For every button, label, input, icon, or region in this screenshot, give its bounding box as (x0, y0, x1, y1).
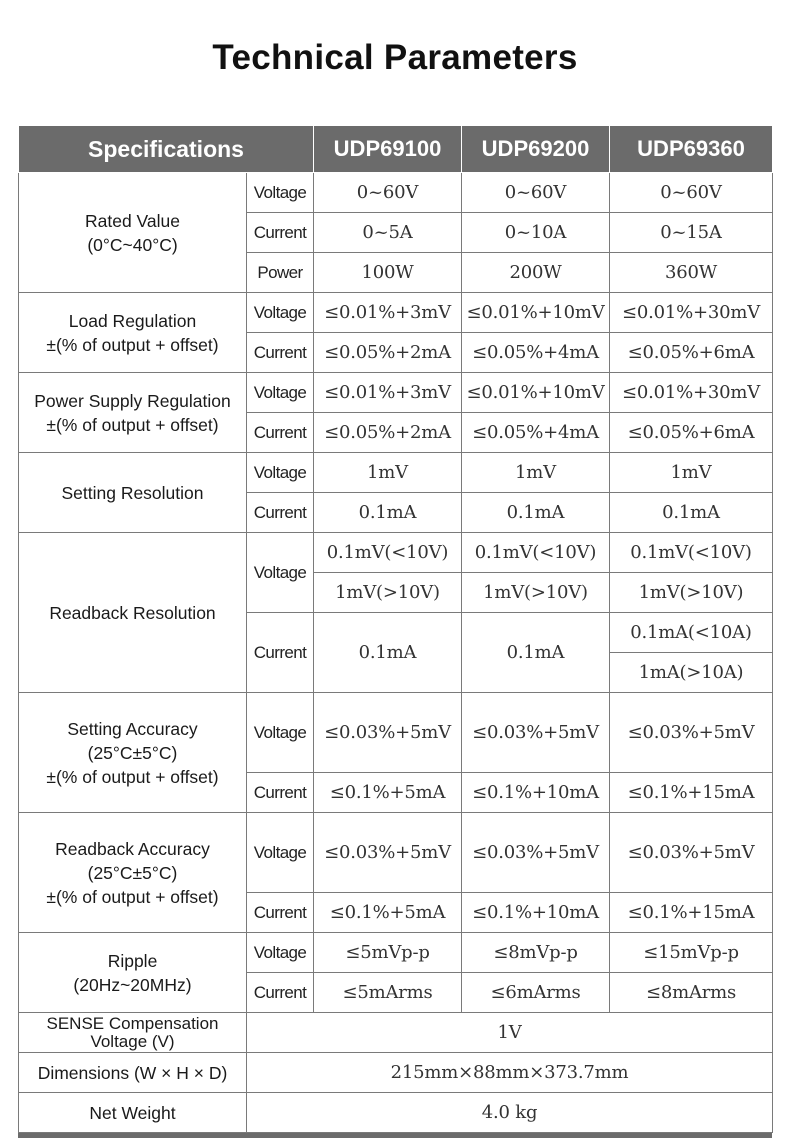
param-label: (25°C±5°C) (87, 742, 178, 763)
value-cell: 0.1mA (462, 613, 610, 693)
value-cell: 0~60V (314, 173, 462, 213)
table-row (19, 453, 773, 493)
header-specifications: Specifications (19, 126, 314, 173)
param-readback-accuracy (19, 813, 247, 933)
sub-label-current: Current (247, 333, 314, 373)
sub-label-current: Current (247, 213, 314, 253)
value-cell: ≤0.05%+4mA (462, 333, 610, 373)
param-label: Ripple (107, 950, 158, 971)
value-cell: 1mV(>10V) (314, 573, 462, 613)
value-cell: 4.0 kg (247, 1093, 773, 1133)
sub-label-voltage: Voltage (247, 373, 314, 413)
value-cell: ≤8mArms (610, 973, 773, 1013)
param-ripple (19, 933, 247, 1013)
param-label: Readback Accuracy (55, 838, 210, 859)
sub-label-current: Current (247, 413, 314, 453)
value-cell: ≤8mVp-p (462, 933, 610, 973)
value-cell: 0.1mA (314, 613, 462, 693)
sub-label-voltage: Voltage (247, 693, 314, 773)
param-label: Setting Resolution (61, 482, 204, 503)
sub-label-voltage: Voltage (247, 533, 314, 613)
param-power-supply-regulation (19, 373, 247, 453)
value-cell: 0.1mA (610, 493, 773, 533)
value-cell: ≤0.1%+5mA (314, 773, 462, 813)
table-row (19, 693, 773, 773)
value-cell: ≤0.05%+2mA (314, 413, 462, 453)
sub-label-voltage: Voltage (247, 453, 314, 493)
header-model-2: UDP69200 (462, 126, 610, 173)
value-cell: 0.1mV(<10V) (314, 533, 462, 573)
param-net-weight: Net Weight (19, 1093, 247, 1133)
param-label: ±(% of output + offset) (46, 886, 219, 907)
value-cell: 0.1mA (314, 493, 462, 533)
param-label: (20Hz~20MHz) (73, 974, 192, 995)
value-cell: 1mV(>10V) (462, 573, 610, 613)
value-cell: ≤0.01%+30mV (610, 373, 773, 413)
sub-label-voltage: Voltage (247, 813, 314, 893)
param-label: Power Supply Regulation (34, 390, 231, 411)
param-label: Voltage (V) (90, 1031, 175, 1051)
sub-label-current: Current (247, 613, 314, 693)
param-label: (25°C±5°C) (87, 862, 178, 883)
sub-label-voltage: Voltage (247, 293, 314, 333)
param-label: Load Regulation (68, 310, 197, 331)
value-cell: ≤0.03%+5mV (610, 813, 773, 893)
param-label: SENSE Compensation (46, 1013, 219, 1033)
value-cell: 0~60V (462, 173, 610, 213)
table-row (19, 1093, 773, 1133)
table-row (19, 173, 773, 213)
table-row (19, 1013, 773, 1053)
value-cell: 0.1mA(<10A) (610, 613, 773, 653)
sub-label-current: Current (247, 893, 314, 933)
sub-label-current: Current (247, 773, 314, 813)
value-cell: ≤0.05%+6mA (610, 333, 773, 373)
value-cell: ≤0.1%+10mA (462, 773, 610, 813)
param-label: (0°C~40°C) (87, 234, 178, 255)
value-cell: ≤0.01%+3mV (314, 373, 462, 413)
value-cell: ≤0.1%+10mA (462, 893, 610, 933)
value-cell: ≤0.01%+10mV (462, 373, 610, 413)
value-cell: ≤0.1%+15mA (610, 773, 773, 813)
table-row (19, 813, 773, 893)
sub-label-voltage: Voltage (247, 173, 314, 213)
param-setting-accuracy (19, 693, 247, 813)
value-cell: ≤0.03%+5mV (314, 693, 462, 773)
param-load-regulation (19, 293, 247, 373)
table-row (19, 533, 773, 573)
value-cell: ≤0.1%+5mA (314, 893, 462, 933)
param-label: Readback Resolution (49, 602, 216, 623)
value-cell: 0~60V (610, 173, 773, 213)
table-row (19, 1053, 773, 1093)
param-readback-resolution (19, 533, 247, 693)
value-cell: ≤0.03%+5mV (314, 813, 462, 893)
value-cell: 215mm×88mm×373.7mm (247, 1053, 773, 1093)
value-cell: 1V (247, 1013, 773, 1053)
value-cell: ≤0.01%+10mV (462, 293, 610, 333)
value-cell: ≤0.03%+5mV (462, 693, 610, 773)
value-cell: 1mV (610, 453, 773, 493)
spec-table (18, 125, 773, 1133)
value-cell: ≤15mVp-p (610, 933, 773, 973)
value-cell: ≤0.01%+30mV (610, 293, 773, 333)
sub-label-current: Current (247, 973, 314, 1013)
value-cell: 1mV (314, 453, 462, 493)
param-label: Setting Accuracy (67, 718, 198, 739)
param-rated-value (19, 173, 247, 293)
param-label: Rated Value (84, 210, 181, 231)
sub-label-current: Current (247, 493, 314, 533)
param-setting-resolution (19, 453, 247, 533)
value-cell: ≤5mArms (314, 973, 462, 1013)
value-cell: 0~10A (462, 213, 610, 253)
value-cell: ≤0.03%+5mV (462, 813, 610, 893)
value-cell: 0.1mV(<10V) (462, 533, 610, 573)
value-cell: ≤0.01%+3mV (314, 293, 462, 333)
table-row (19, 933, 773, 973)
value-cell: 0.1mV(<10V) (610, 533, 773, 573)
sub-label-power: Power (247, 253, 314, 293)
param-sense-compensation (19, 1013, 247, 1053)
value-cell: 0~5A (314, 213, 462, 253)
sub-label-voltage: Voltage (247, 933, 314, 973)
value-cell: 360W (610, 253, 773, 293)
value-cell: 200W (462, 253, 610, 293)
value-cell: ≤6mArms (462, 973, 610, 1013)
header-model-1: UDP69100 (314, 126, 462, 173)
param-label: ±(% of output + offset) (46, 766, 219, 787)
value-cell: 1mA(>10A) (610, 653, 773, 693)
param-dimensions: Dimensions (W × H × D) (19, 1053, 247, 1093)
header-model-3: UDP69360 (610, 126, 773, 173)
value-cell: ≤0.05%+6mA (610, 413, 773, 453)
param-label: ±(% of output + offset) (46, 414, 219, 435)
value-cell: ≤0.05%+4mA (462, 413, 610, 453)
value-cell: 0~15A (610, 213, 773, 253)
value-cell: 100W (314, 253, 462, 293)
value-cell: 1mV (462, 453, 610, 493)
value-cell: ≤0.03%+5mV (610, 693, 773, 773)
value-cell: ≤0.05%+2mA (314, 333, 462, 373)
value-cell: ≤5mVp-p (314, 933, 462, 973)
value-cell: 1mV(>10V) (610, 573, 773, 613)
table-row (19, 293, 773, 333)
page-title: Technical Parameters (212, 38, 578, 77)
header-row (19, 126, 773, 173)
param-label: ±(% of output + offset) (46, 334, 219, 355)
value-cell: ≤0.1%+15mA (610, 893, 773, 933)
table-row (19, 373, 773, 413)
bottom-divider (18, 1133, 772, 1138)
value-cell: 0.1mA (462, 493, 610, 533)
